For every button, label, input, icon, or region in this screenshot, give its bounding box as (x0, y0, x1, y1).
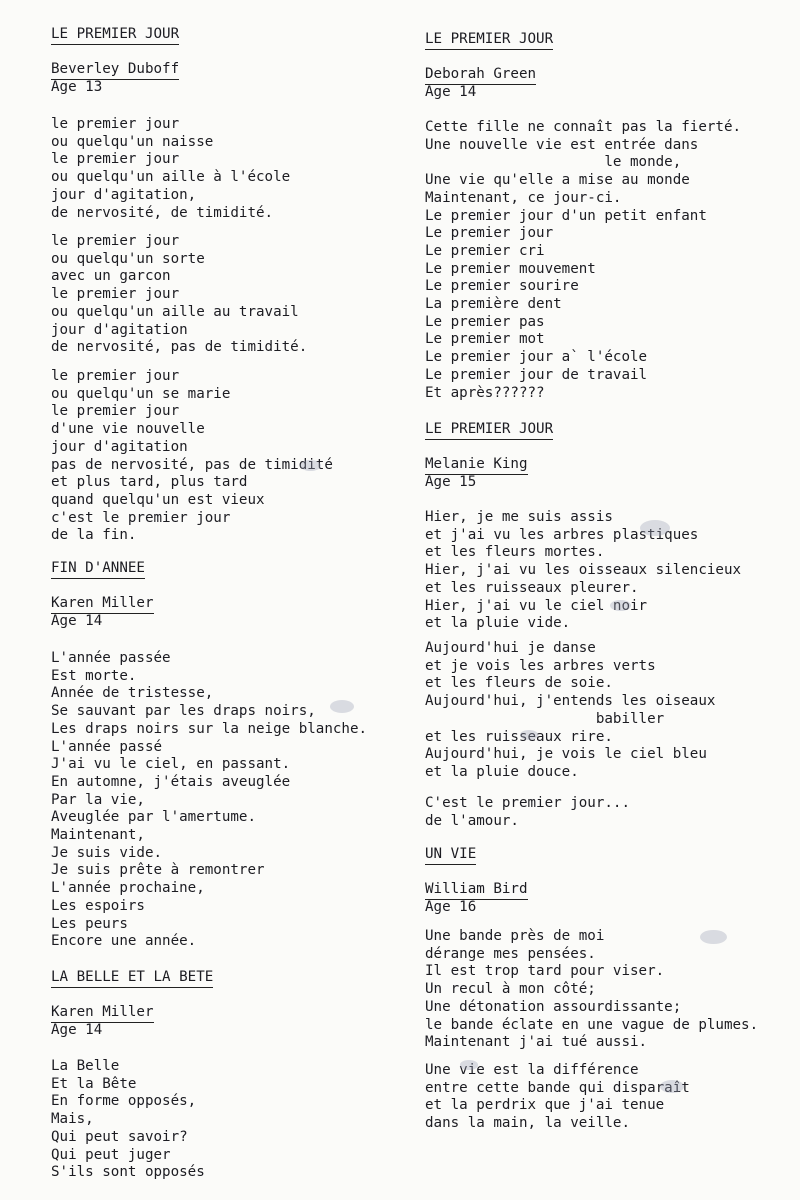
poem-line: Par la vie, (51, 791, 145, 808)
poem-line: En automne, j'étais aveuglée (51, 773, 291, 790)
poem-line: Le premier jour (425, 225, 554, 242)
poem-line: C'est le premier jour... (425, 795, 630, 811)
poem-line: Les peurs (51, 915, 128, 932)
poem-line: Le premier mouvement (425, 260, 596, 277)
poem-line: de nervosité, de timidité. (51, 204, 274, 221)
poem-line: d'une vie nouvelle (51, 421, 205, 438)
poem-author: Karen Miller (51, 1004, 154, 1023)
ink-smudge (460, 1060, 478, 1070)
poem-line: et les ruisseaux rire. (425, 728, 613, 745)
poem-line: ou quelqu'un se marie (51, 385, 231, 402)
poem-line: L'année passée (51, 650, 171, 666)
poem-line: Il est trop tard pour viser. (425, 963, 665, 980)
poem-author-age: Age 14 (425, 84, 477, 101)
poem-author: William Bird (425, 881, 528, 900)
poem-line: de nervosité, pas de timidité. (51, 339, 308, 356)
poem-line: Aujourd'hui je danse (425, 640, 596, 656)
poem-line: et la pluie vide. (425, 615, 571, 632)
poem-line: Je suis vide. (51, 844, 163, 861)
poem-line: jour d'agitation, (51, 186, 197, 203)
poem-line: Une détonation assourdissante; (425, 998, 682, 1015)
poem-line: La Belle (51, 1058, 120, 1074)
poem-line: Le premier jour de travail (425, 366, 648, 383)
poem-line: avec un garcon (51, 268, 171, 285)
poem-line: Le premier pas (425, 313, 545, 330)
ink-smudge (330, 700, 354, 713)
poem-line: Une vie qu'elle a mise au monde (425, 172, 690, 189)
ink-smudge (520, 730, 538, 740)
poem-line: Année de tristesse, (51, 685, 214, 702)
poem-line: Je suis prête à remontrer (51, 862, 265, 879)
poem-line: Maintenant, ce jour-ci. (425, 189, 622, 206)
poem-line: et la pluie douce. (425, 763, 579, 780)
poem-line: le premier jour (51, 368, 180, 384)
poem-line: Hier, j'ai vu le ciel noir (425, 597, 648, 614)
poem-line: et j'ai vu les arbres plastiques (425, 526, 699, 543)
poem-author: Beverley Duboff (51, 61, 179, 80)
poem-line: Qui peut savoir? (51, 1128, 188, 1145)
poem-title: UN VIE (425, 846, 476, 865)
poem-line: ou quelqu'un sorte (51, 250, 205, 267)
poem-line: Et après?????? (425, 384, 545, 401)
poem-line: ou quelqu'un aille au travail (51, 303, 299, 320)
poem-line: Une bande près de moi (425, 928, 605, 944)
poem-line: Aujourd'hui, je vois le ciel bleu (425, 746, 707, 763)
poem-title: LE PREMIER JOUR (51, 26, 179, 45)
poem-line: Aujourd'hui, j'entends les oiseaux (425, 693, 716, 710)
poem-author-age: Age 14 (51, 1022, 103, 1039)
poem-line: le bande éclate en une vague de plumes. (425, 1016, 759, 1033)
poem-line: L'année passé (51, 738, 163, 755)
poem-line: et je vois les arbres verts (425, 657, 656, 674)
poem-line: En forme opposés, (51, 1093, 197, 1110)
poem-line: Et la Bête (51, 1075, 137, 1092)
poem-line: dérange mes pensées. (425, 945, 596, 962)
poem-line: jour d'agitation (51, 321, 188, 338)
poem-line: Les espoirs (51, 897, 145, 914)
ink-smudge (700, 930, 727, 944)
poem-line: et la perdrix que j'ai tenue (425, 1097, 665, 1114)
poem-line: Qui peut juger (51, 1146, 171, 1163)
poem-line: et plus tard, plus tard (51, 474, 248, 491)
poem-line: Un recul à mon côté; (425, 981, 596, 998)
poem-line: Maintenant, (51, 827, 145, 843)
poem-line: Mais, (51, 1111, 94, 1128)
poem-line: et les ruisseaux pleurer. (425, 579, 639, 596)
poem-line: La première dent (425, 296, 562, 312)
poem-line: babiller (425, 710, 665, 727)
poem-line: Maintenant j'ai tué aussi. (425, 1034, 648, 1051)
ink-smudge (660, 1080, 684, 1093)
ink-smudge (640, 520, 670, 536)
poem-line: entre cette bande qui disparaît (425, 1079, 690, 1096)
poem-line: Le premier mot (425, 331, 545, 348)
poem-author-age: Age 14 (51, 613, 103, 630)
poem-line: jour d'agitation (51, 438, 188, 455)
poem-line: le premier jour (51, 286, 180, 303)
poem-line: le premier jour (51, 151, 180, 168)
poem-line: le premier jour (51, 116, 180, 132)
poem-line: le premier jour (51, 233, 180, 249)
poem-line: Aveuglée par l'amertume. (51, 809, 256, 826)
poem-line: Le premier cri (425, 242, 545, 259)
poem-line: Se sauvant par les draps noirs, (51, 703, 316, 720)
poem-line: Le premier jour d'un petit enfant (425, 207, 707, 224)
poem-line: Le premier jour a` l'école (425, 349, 648, 366)
poem-line: Cette fille ne connaît pas la fierté. (425, 119, 742, 135)
poem-title: FIN D'ANNEE (51, 560, 145, 579)
poem-title: LE PREMIER JOUR (425, 31, 553, 50)
poem-line: et les fleurs de soie. (425, 675, 613, 692)
poem-line: de l'amour. (425, 812, 519, 829)
poem-author-age: Age 16 (425, 899, 477, 916)
poem-line: S'ils sont opposés (51, 1164, 205, 1181)
poem-line: Une nouvelle vie est entrée dans (425, 136, 699, 153)
poem-line: Encore une année. (51, 933, 197, 950)
poem-line: Une vie est la différence (425, 1062, 639, 1078)
poem-title: LE PREMIER JOUR (425, 421, 553, 440)
poem-line: quand quelqu'un est vieux (51, 491, 265, 508)
poem-line: Le premier sourire (425, 278, 579, 295)
poem-line: ou quelqu'un aille à l'école (51, 169, 291, 186)
poem-author: Karen Miller (51, 595, 154, 614)
poem-author-age: Age 15 (425, 474, 477, 491)
poem-line: dans la main, la veille. (425, 1115, 630, 1132)
poem-author-age: Age 13 (51, 79, 103, 96)
poem-line: Hier, je me suis assis (425, 509, 613, 525)
poem-line: pas de nervosité, pas de timidité (51, 456, 333, 473)
poem-line: J'ai vu le ciel, en passant. (51, 756, 291, 773)
poem-author: Deborah Green (425, 66, 536, 85)
poem-line: Les draps noirs sur la neige blanche. (51, 720, 368, 737)
poem-line: ou quelqu'un naisse (51, 133, 214, 150)
poem-line: c'est le premier jour (51, 509, 231, 526)
poem-line: de la fin. (51, 527, 137, 544)
poem-line: Est morte. (51, 667, 137, 684)
poem-line: et les fleurs mortes. (425, 544, 605, 561)
poem-line: Hier, j'ai vu les oisseaux silencieux (425, 562, 742, 579)
poem-line: le premier jour (51, 403, 180, 420)
poem-title: LA BELLE ET LA BETE (51, 969, 213, 988)
poem-line: le monde, (425, 154, 682, 171)
poem-author: Melanie King (425, 456, 528, 475)
poem-line: L'année prochaine, (51, 880, 205, 897)
